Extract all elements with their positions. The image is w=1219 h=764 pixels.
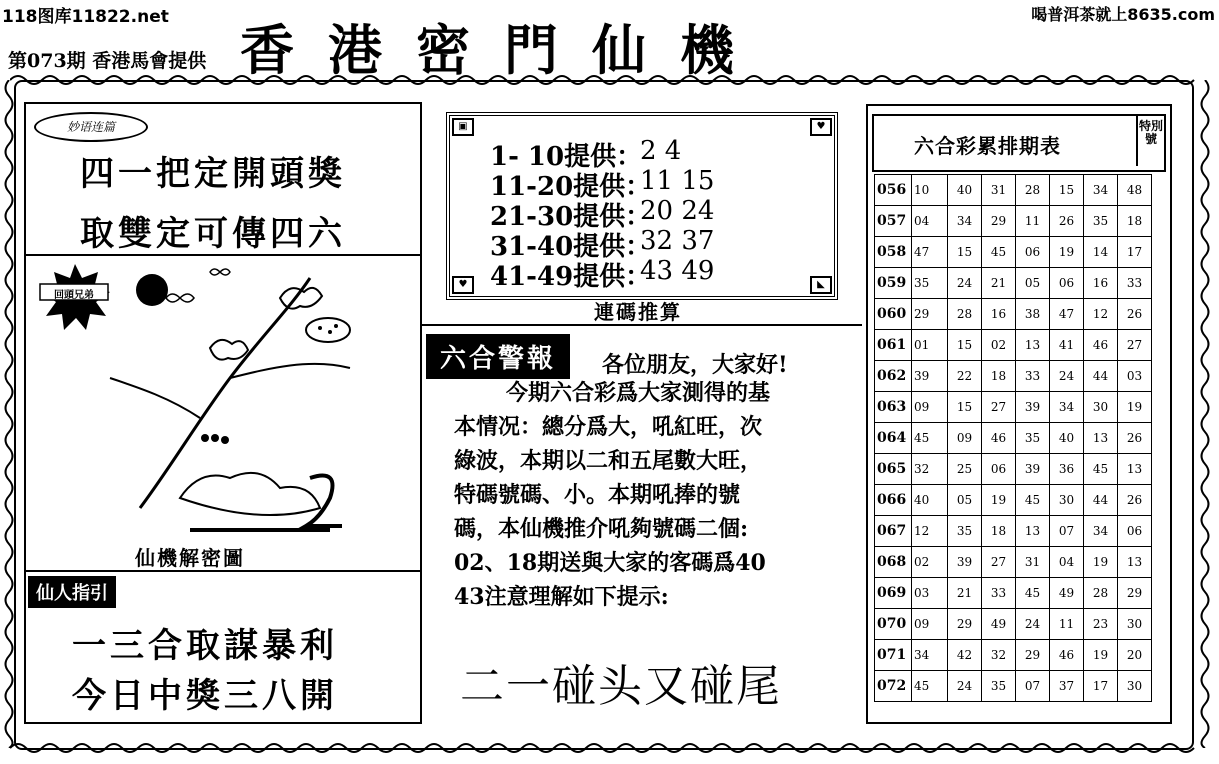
branch (140, 278, 310, 508)
number-cell: 23 (1084, 609, 1118, 640)
number-cell: 29 (948, 609, 982, 640)
special-number-cell: 30 (1118, 671, 1152, 702)
issue-number: 058 (875, 237, 912, 268)
special-number-cell: 30 (1118, 609, 1152, 640)
sun-icon (136, 274, 168, 306)
prediction-range: 11-20提供： (490, 172, 652, 202)
number-cell: 21 (948, 578, 982, 609)
number-cell: 41 (1050, 330, 1084, 361)
number-cell: 09 (912, 392, 948, 423)
number-cell: 34 (912, 640, 948, 671)
number-cell: 11 (1016, 206, 1050, 237)
number-cell: 45 (1084, 454, 1118, 485)
number-cell: 28 (948, 299, 982, 330)
number-cell: 34 (1084, 516, 1118, 547)
number-cell: 39 (1016, 454, 1050, 485)
number-cell: 42 (948, 640, 982, 671)
number-cell: 01 (912, 330, 948, 361)
number-cell: 46 (1084, 330, 1118, 361)
flower (280, 288, 322, 309)
special-number-cell: 48 (1118, 175, 1152, 206)
number-cell: 03 (912, 578, 948, 609)
prediction-numbers: 43 49 (640, 256, 715, 286)
records-title: 六合彩累排期表 (914, 134, 1061, 158)
special-number-cell: 26 (1118, 423, 1152, 454)
prediction-box (446, 112, 838, 300)
number-cell: 24 (1050, 361, 1084, 392)
number-cell: 13 (1016, 516, 1050, 547)
rocks (180, 473, 320, 515)
number-cell: 12 (1084, 299, 1118, 330)
number-cell: 13 (1084, 423, 1118, 454)
prediction-numbers: 2 4 (640, 136, 682, 166)
special-number-cell: 03 (1118, 361, 1152, 392)
prediction-numbers: 20 24 (640, 196, 715, 226)
alert-line: 碼，本仙機推介吼夠號碼二個: (454, 516, 749, 542)
special-number-cell: 18 (1118, 206, 1152, 237)
alert-line: 今期六合彩爲大家測得的基 (506, 380, 771, 406)
number-cell: 35 (948, 516, 982, 547)
issue-number: 062 (875, 361, 912, 392)
records-header (872, 114, 1166, 172)
number-cell: 34 (948, 206, 982, 237)
number-cell: 02 (982, 330, 1016, 361)
number-cell: 19 (1050, 237, 1084, 268)
number-cell: 30 (1084, 392, 1118, 423)
table-row (875, 454, 1152, 485)
right-wavy-border (1198, 80, 1212, 748)
number-cell: 25 (948, 454, 982, 485)
issue-number: 072 (875, 671, 912, 702)
special-number-cell: 17 (1118, 237, 1152, 268)
issue-number: 056 (875, 175, 912, 206)
alert-label: 六合警報 (426, 334, 570, 379)
verse-line-2: 取雙定可傳四六 (80, 214, 346, 254)
number-cell: 24 (948, 268, 982, 299)
number-cell: 29 (912, 299, 948, 330)
number-cell: 34 (1084, 175, 1118, 206)
prediction-range: 41-49提供： (490, 262, 652, 292)
number-cell: 16 (982, 299, 1016, 330)
alert-greeting: 各位朋友，大家好! (602, 352, 788, 378)
number-cell: 04 (912, 206, 948, 237)
number-cell: 39 (1016, 392, 1050, 423)
number-cell: 27 (982, 392, 1016, 423)
issue-number: 068 (875, 547, 912, 578)
issue-number: 069 (875, 578, 912, 609)
number-cell: 10 (912, 175, 948, 206)
number-cell: 32 (912, 454, 948, 485)
number-cell: 06 (1016, 237, 1050, 268)
special-number-tag: 特別號 (1136, 116, 1164, 166)
alert-line: 02、18期送與大家的客碼爲40 (454, 550, 766, 576)
number-cell: 26 (1050, 206, 1084, 237)
table-row (875, 268, 1152, 299)
number-cell: 45 (982, 237, 1016, 268)
number-cell: 06 (1050, 268, 1084, 299)
number-cell: 40 (1050, 423, 1084, 454)
special-number-cell: 26 (1118, 299, 1152, 330)
number-cell: 44 (1084, 485, 1118, 516)
number-cell: 45 (912, 423, 948, 454)
table-row (875, 237, 1152, 268)
page-title: 香港密門仙機 (240, 18, 768, 82)
number-cell: 17 (1084, 671, 1118, 702)
number-two-stroke (306, 476, 342, 527)
number-cell: 46 (982, 423, 1016, 454)
issue-number: 070 (875, 609, 912, 640)
number-cell: 45 (1016, 578, 1050, 609)
records-table (874, 174, 1152, 702)
number-cell: 12 (912, 516, 948, 547)
number-cell: 47 (1050, 299, 1084, 330)
table-row (875, 361, 1152, 392)
number-cell: 07 (1016, 671, 1050, 702)
illustration (30, 258, 414, 563)
number-cell: 19 (1084, 547, 1118, 578)
verse-line-1: 四一把定開頭獎 (80, 154, 346, 194)
butterfly (210, 269, 230, 275)
special-number-cell: 19 (1118, 392, 1152, 423)
issue-number: 059 (875, 268, 912, 299)
number-cell: 15 (948, 330, 982, 361)
branch (230, 364, 350, 378)
number-cell: 40 (912, 485, 948, 516)
number-cell: 22 (948, 361, 982, 392)
table-row (875, 299, 1152, 330)
number-cell: 18 (982, 361, 1016, 392)
number-cell: 39 (948, 547, 982, 578)
number-cell: 18 (982, 516, 1016, 547)
verse-line-3: 一三合取謀暴利 (72, 626, 338, 666)
tag-oval: 妙语连篇 (34, 112, 148, 142)
issue-number: 067 (875, 516, 912, 547)
number-cell: 19 (1084, 640, 1118, 671)
number-cell: 46 (1050, 640, 1084, 671)
number-cell: 15 (1050, 175, 1084, 206)
number-cell: 28 (1016, 175, 1050, 206)
number-cell: 34 (1050, 392, 1084, 423)
issue-number: 061 (875, 330, 912, 361)
number-cell: 05 (948, 485, 982, 516)
site-right-link[interactable]: 喝普洱茶就上8635.com (1031, 5, 1215, 24)
number-cell: 33 (1016, 361, 1050, 392)
issue-number: 063 (875, 392, 912, 423)
number-cell: 33 (982, 578, 1016, 609)
number-cell: 45 (912, 671, 948, 702)
table-row (875, 485, 1152, 516)
number-cell: 27 (982, 547, 1016, 578)
butterfly (166, 294, 194, 302)
number-cell: 49 (1050, 578, 1084, 609)
issue-number: 065 (875, 454, 912, 485)
table-row (875, 516, 1152, 547)
special-number-cell: 33 (1118, 268, 1152, 299)
number-cell: 30 (1050, 485, 1084, 516)
table-row (875, 175, 1152, 206)
site-left-link[interactable]: 118图库11822.net (2, 7, 169, 27)
prediction-range: 21-30提供： (490, 202, 652, 232)
number-cell: 40 (948, 175, 982, 206)
slogan: 二一碰头又碰尾 (460, 661, 782, 712)
number-cell: 07 (1050, 516, 1084, 547)
number-cell: 13 (1016, 330, 1050, 361)
badge-label: 回頭兄弟 (54, 290, 94, 301)
number-cell: 37 (1050, 671, 1084, 702)
number-cell: 44 (1084, 361, 1118, 392)
flower (210, 340, 248, 360)
number-cell: 09 (912, 609, 948, 640)
table-row (875, 423, 1152, 454)
table-row (875, 578, 1152, 609)
number-cell: 24 (948, 671, 982, 702)
number-cell: 35 (1084, 206, 1118, 237)
number-cell: 32 (982, 640, 1016, 671)
special-number-cell: 20 (1118, 640, 1152, 671)
number-cell: 39 (912, 361, 948, 392)
illustration-caption: 仙機解密圖 (135, 546, 245, 570)
number-cell: 14 (1084, 237, 1118, 268)
number-cell: 49 (982, 609, 1016, 640)
alert-line: 特碼號碼、小。本期吼捧的號 (454, 482, 741, 508)
corner-ornament-icon: ◣ (810, 276, 832, 294)
number-cell: 21 (982, 268, 1016, 299)
table-row (875, 392, 1152, 423)
bird (306, 318, 350, 342)
prediction-caption: 連碼推算 (594, 300, 682, 324)
special-number-cell: 13 (1118, 454, 1152, 485)
number-cell: 16 (1084, 268, 1118, 299)
number-cell: 38 (1016, 299, 1050, 330)
number-cell: 06 (982, 454, 1016, 485)
number-cell: 36 (1050, 454, 1084, 485)
number-cell: 47 (912, 237, 948, 268)
corner-ornament-icon: ♥ (452, 276, 474, 294)
issue-number: 064 (875, 423, 912, 454)
number-cell: 11 (1050, 609, 1084, 640)
table-row (875, 671, 1152, 702)
number-cell: 29 (1016, 640, 1050, 671)
corner-ornament-icon: ♥ (810, 118, 832, 136)
number-cell: 29 (982, 206, 1016, 237)
guide-label: 仙人指引 (28, 576, 116, 608)
special-number-cell: 27 (1118, 330, 1152, 361)
prediction-range: 1- 10提供： (490, 142, 643, 172)
number-cell: 15 (948, 237, 982, 268)
number-cell: 02 (912, 547, 948, 578)
number-cell: 09 (948, 423, 982, 454)
issue-number: 057 (875, 206, 912, 237)
number-cell: 19 (982, 485, 1016, 516)
table-row (875, 330, 1152, 361)
number-cell: 45 (1016, 485, 1050, 516)
issue-label: 第073期 香港馬會提供 (8, 50, 207, 72)
table-row (875, 609, 1152, 640)
alert-line: 本情况：總分爲大，吼紅旺，次 (454, 414, 763, 440)
number-cell: 04 (1050, 547, 1084, 578)
special-number-cell: 13 (1118, 547, 1152, 578)
alert-line: 43注意理解如下提示: (454, 584, 669, 610)
special-number-cell: 26 (1118, 485, 1152, 516)
prediction-numbers: 32 37 (640, 226, 715, 256)
table-row (875, 547, 1152, 578)
branch (110, 378, 200, 418)
table-row (875, 640, 1152, 671)
number-cell: 15 (948, 392, 982, 423)
alert-line: 綠波，本期以二和五尾數大旺， (454, 448, 763, 474)
special-number-cell: 06 (1118, 516, 1152, 547)
table-row (875, 206, 1152, 237)
number-cell: 28 (1084, 578, 1118, 609)
number-cell: 05 (1016, 268, 1050, 299)
number-cell: 31 (1016, 547, 1050, 578)
number-cell: 35 (982, 671, 1016, 702)
number-cell: 31 (982, 175, 1016, 206)
records-panel (866, 104, 1172, 724)
corner-ornament-icon: ▣ (452, 118, 474, 136)
number-cell: 35 (1016, 423, 1050, 454)
verse-line-4: 今日中獎三八開 (72, 676, 338, 716)
issue-number: 066 (875, 485, 912, 516)
prediction-numbers: 11 15 (640, 166, 715, 196)
special-number-cell: 29 (1118, 578, 1152, 609)
number-cell: 24 (1016, 609, 1050, 640)
prediction-range: 31-40提供： (490, 232, 652, 262)
issue-number: 060 (875, 299, 912, 330)
number-cell: 35 (912, 268, 948, 299)
issue-number: 071 (875, 640, 912, 671)
